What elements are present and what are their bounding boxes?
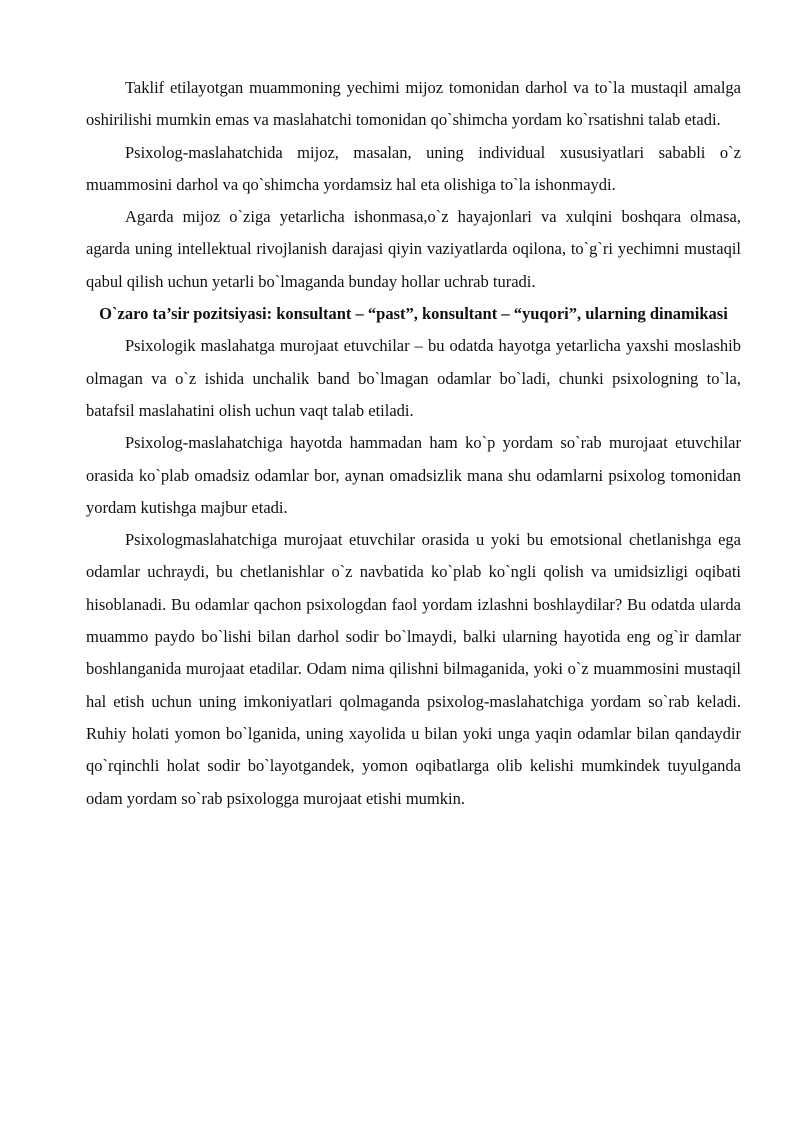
- document-page: [86, 72, 741, 815]
- paragraph-4: Psixologik maslahatga murojaat etuvchilar – bu odatda hayotga yetarlicha yaxshi moslashib olmagan va o`z ishida unchalik band bo`lmagan odamlar bo`ladi, chunki psixologning to`la, batafsil maslahatini olish uchun vaqt talab etiladi.: [86, 336, 741, 420]
- paragraph-6: Psixologmaslahatchiga murojaat etuvchilar orasida u yoki bu emotsional chetlanishga ega odamlar uchraydi, bu chetlanishlar o`z navbatida ko`plab ko`ngli qolish va umidsizligi oqibati hisoblanadi. Bu odamlar qachon psixologdan faol yordam izlashni boshlaydilar? Bu odatda ularda muammo paydo bo`lishi bilan darhol sodir bo`lmaydi, balki ularning hayotida eng og`ir damlar boshlanganida murojaat etadilar. Odam nima qilishni bilmaganida, yoki o`z muammosini mustaqil hal etish uchun uning imkoniyatlari qolmaganda psixolog-maslahatchiga yordam so`rab keladi. Ruhiy holati yomon bo`lganida, uning xayolida u bilan yoki unga yaqin odamlar bilan qandaydir qo`rqinchli holat sodir bo`layotgandek, yomon oqibatlarga olib kelishi mumkindek tuyulganda odam yordam so`rab psixologga murojaat etishi mumkin.: [86, 530, 741, 808]
- paragraph-3: Agarda mijoz o`ziga yetarlicha ishonmasa,o`z hayajonlari va xulqini boshqara olmasa, agarda uning intellektual rivojlanish darajasi qiyin vaziyatlarda oqilona, to`g`ri yechimni mustaqil qabul qilish uchun yetarli bo`lmaganda bunday hollar uchrab turadi.: [86, 207, 741, 291]
- section-heading: O`zaro ta’sir pozitsiyasi: konsultant – “past”, konsultant – “yuqori”, ularning dinamikasi: [99, 304, 728, 324]
- paragraph-5: Psixolog-maslahatchiga hayotda hammadan ham ko`p yordam so`rab murojaat etuvchilar orasida ko`plab omadsiz odamlar bor, aynan omadsizlik mana shu odamlarni psixolog tomonidan yordam kutishga majbur etadi.: [86, 433, 741, 517]
- paragraph-2: Psixolog-maslahatchida mijoz, masalan, uning individual xususiyatlari sababli o`z muammosini darhol va qo`shimcha yordamsiz hal eta olishiga to`la ishonmaydi.: [86, 142, 741, 194]
- paragraph-1: Taklif etilayotgan muammoning yechimi mijoz tomonidan darhol va to`la mustaqil amalga oshirilishi mumkin emas va maslahatchi tomonidan qo`shimcha yordam ko`rsatishni talab etadi.: [86, 78, 741, 130]
